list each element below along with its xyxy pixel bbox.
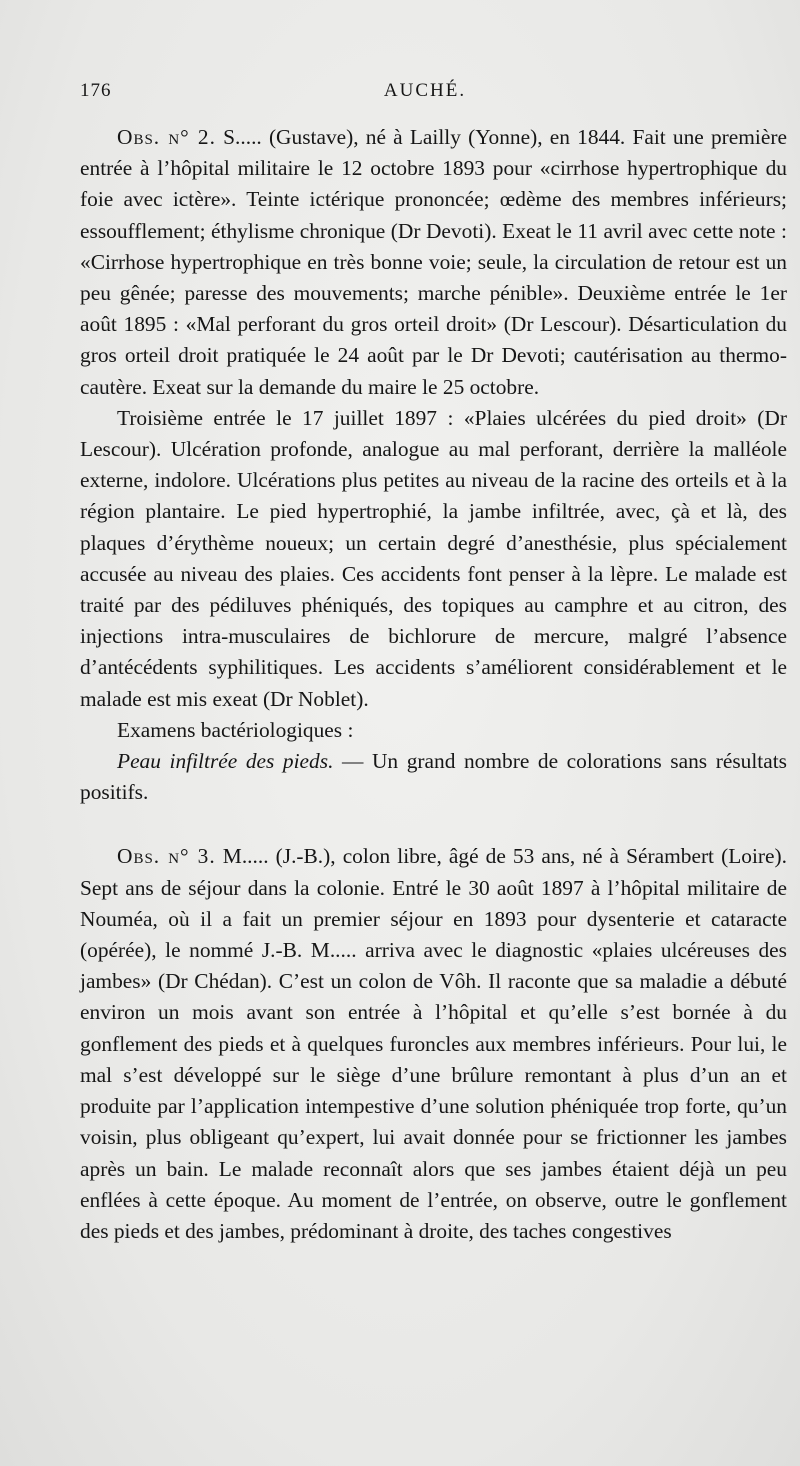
observation-3-paragraph xyxy=(80,841,787,1247)
exams-heading: Examens bactériologiques : xyxy=(117,717,354,742)
observation-2-label: Obs. n° 2. xyxy=(117,125,216,149)
skin-exam-label: Peau infiltrée des pieds. xyxy=(117,749,334,774)
page-header xyxy=(80,80,770,110)
third-entry-paragraph: Troisième entrée le 17 juillet 1897 : «Plaies ulcérées du pied droit» (Dr Lescour). Ulcération profonde, analogue au mal perforant, derrière la malléole externe, indolore. Ulcérations plus petites au niveau de la racine des orteils et à la région plantaire. Le pied hypertrophié, la jambe infiltrée, avec, çà et là, des plaques d’érythème noueux; un certain degré d’anesthésie, plus spécialement accusée au niveau des plaies. Ces accidents font penser à la lèpre. Le malade est traité par des pédiluves phéniqués, des topiques au camphre et au citron, des injections intra-musculaires de bichlorure de mercure, malgré l’absence d’antécédents syphilitiques. Les accidents s’améliorent considérablement et le malade est mis exeat (Dr Noblet). xyxy=(80,405,787,711)
skin-exam-text: — Un grand nombre de colorations sans résultats positifs. xyxy=(80,749,787,805)
skin-exam-paragraph xyxy=(80,746,787,808)
observation-2-text: S..... (Gustave), né à Lailly (Yonne), en 1844. Fait une première entrée à l’hôpital militaire le 12 octobre 1893 pour «cirrhose hypertrophique du foie avec ictère». Teinte ictérique prononcée; œdème des membres inférieurs; essoufflement; éthylisme chronique (Dr Devoti). Exeat le 11 avril avec cette note : «Cirrhose hypertrophique en très bonne voie; seule, la circulation de retour est un peu gênée; paresse des mouvements; marche pénible». Deuxième entrée le 1er août 1895 : «Mal perforant du gros orteil droit» (Dr Lescour). Désarticulation du gros orteil droit pratiquée le 24 août par le Dr Devoti; cautérisation au thermo-cautère. Exeat sur la demande du maire le 25 octobre. xyxy=(80,125,787,399)
observation-3-text: M..... (J.-B.), colon libre, âgé de 53 ans, né à Sérambert (Loire). Sept ans de séjour dans la colonie. Entré le 30 août 1897 à l’hôpital militaire de Nouméa, où il a fait un premier séjour en 1893 pour dysenterie et cataracte (opérée), le nommé J.-B. M..... arriva avec le diagnostic «plaies ulcéreuses des jambes» (Dr Chédan). C’est un colon de Vôh. Il raconte que sa maladie a débuté environ un mois avant son entrée à l’hôpital et qu’elle s’est bornée à du gonflement des pieds et à quelques furoncles aux membres inférieurs. Pour lui, le mal s’est développé sur le siège d’une brûlure remontant à plus d’un an et produite par l’application intempestive d’une solution phéniquée trop forte, qu’un voisin, plus obligeant qu’expert, lui avait donnée pour se frictionner les jambes après un bain. Le malade reconnaît alors que ses jambes étaient déjà un peu enflées à cette époque. Au moment de l’entrée, on observe, outre le gonflement des pieds et des jambes, prédominant à droite, des taches congestives xyxy=(80,844,787,1243)
running-head: AUCHÉ. xyxy=(383,80,467,101)
page-number: 176 xyxy=(80,80,112,101)
observation-2-paragraph xyxy=(80,122,787,403)
body-text xyxy=(80,122,787,1247)
observation-3-label: Obs. n° 3. xyxy=(117,844,216,869)
